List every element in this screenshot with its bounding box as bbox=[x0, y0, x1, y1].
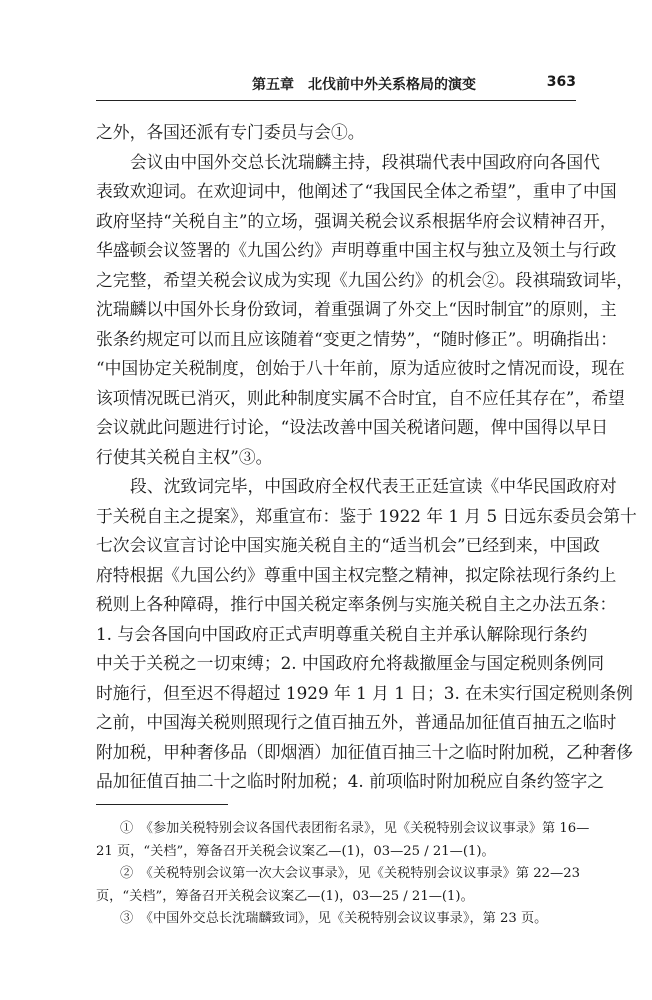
text-line: 品加征值百抽二十之临时附加税；4. 前项临时附加税应自条约签字之 bbox=[96, 771, 605, 791]
footnote-line: 页，“关档”，筹备召开关税会议案乙—(1)，03—25 / 21—(1)。 bbox=[96, 888, 474, 904]
text-line: 中关于关税之一切束缚；2. 中国政府允将裁撤厘金与国定税则条例同 bbox=[96, 653, 605, 673]
footnote-line: ② 《关税特别会议第一次大会议事录》，见《关税特别会议议事录》第 22—23 bbox=[120, 866, 580, 881]
body-text bbox=[96, 118, 637, 797]
text-line: 政府坚持“关税自主”的立场，强调关税会议系根据华府会议精神召开， bbox=[96, 210, 617, 231]
footnote-line: ③ 《中国外交总长沈瑞麟致词》，见《关税特别会议议事录》，第 23 页。 bbox=[120, 911, 548, 926]
text-line: 张条约规定可以而且应该随着“变更之情势”，“随时修正”。明确指出： bbox=[96, 328, 617, 349]
text-line: 税则上各种障碍，推行中国关税定率条例与实施关税自主之办法五条： bbox=[96, 594, 617, 614]
text-line: 之完整，希望关税会议成为实现《九国公约》的机会②。段祺瑞致词毕， bbox=[96, 269, 634, 290]
text-line: 于关税自主之提案》，郑重宣布：鉴于 1922 年 1 月 5 日远东委员会第十 bbox=[96, 505, 637, 526]
running-head: 第五章 北伐前中外关系格局的演变 bbox=[252, 77, 476, 93]
text-line: 沈瑞麟以中国外长身份致词，着重强调了外交上“因时制宜”的原则，主 bbox=[96, 299, 617, 319]
text-line: 之外，各国还派有专门委员与会①。 bbox=[96, 122, 365, 142]
footnotes bbox=[96, 818, 590, 931]
footnote-divider bbox=[96, 804, 228, 805]
page-header bbox=[96, 70, 576, 101]
text-line: 段、沈致词完毕，中国政府全权代表王正廷宣读《中华民国政府对 bbox=[130, 476, 617, 496]
text-line: 表致欢迎词。在欢迎词中，他阐述了“我国民全体之希望”，重申了中国 bbox=[96, 181, 617, 201]
text-line: 之前，中国海关税则照现行之值百抽五外，普通品加征值百抽五之临时 bbox=[96, 712, 617, 732]
text-line: 时施行，但至迟不得超过 1929 年 1 月 1 日；3. 在未实行国定税则条例 bbox=[96, 682, 633, 703]
text-line: 府特根据《九国公约》尊重中国主权完整之精神，拟定除祛现行条约上 bbox=[96, 564, 617, 585]
text-line: 1. 与会各国向中国政府正式声明尊重关税自主并承认解除现行条约 bbox=[96, 623, 588, 644]
page-number: 363 bbox=[546, 74, 576, 90]
text-line: 附加税，甲种奢侈品（即烟酒）加征值百抽三十之临时附加税，乙种奢侈 bbox=[96, 741, 634, 762]
text-line: 华盛顿会议签署的《九国公约》声明尊重中国主权与独立及领土与行政 bbox=[96, 240, 617, 260]
text-line: 会议就此问题进行讨论，“设法改善中国关税诸问题，俾中国得以早日 bbox=[96, 417, 609, 437]
text-line: 行使其关税自主权”③。 bbox=[96, 446, 273, 467]
text-line: “中国协定关税制度，创始于八十年前，原为适应彼时之情况而设，现在 bbox=[96, 358, 625, 378]
text-line: 会议由中国外交总长沈瑞麟主持，段祺瑞代表中国政府向各国代 bbox=[130, 151, 600, 172]
footnote-line: 21 页，“关档”，筹备召开关税会议案乙—(1)，03—25 / 21—(1)。 bbox=[96, 843, 495, 859]
text-line: 七次会议宣言讨论中国实施关税自主的“适当机会”已经到来，中国政 bbox=[96, 535, 600, 555]
footnote-line: ① 《参加关税特别会议各国代表团衔名录》，见《关税特别会议议事录》第 16— bbox=[120, 821, 590, 836]
text-line: 该项情况既已消灭，则此种制度实属不合时宜，自不应任其存在”，希望 bbox=[96, 387, 625, 408]
